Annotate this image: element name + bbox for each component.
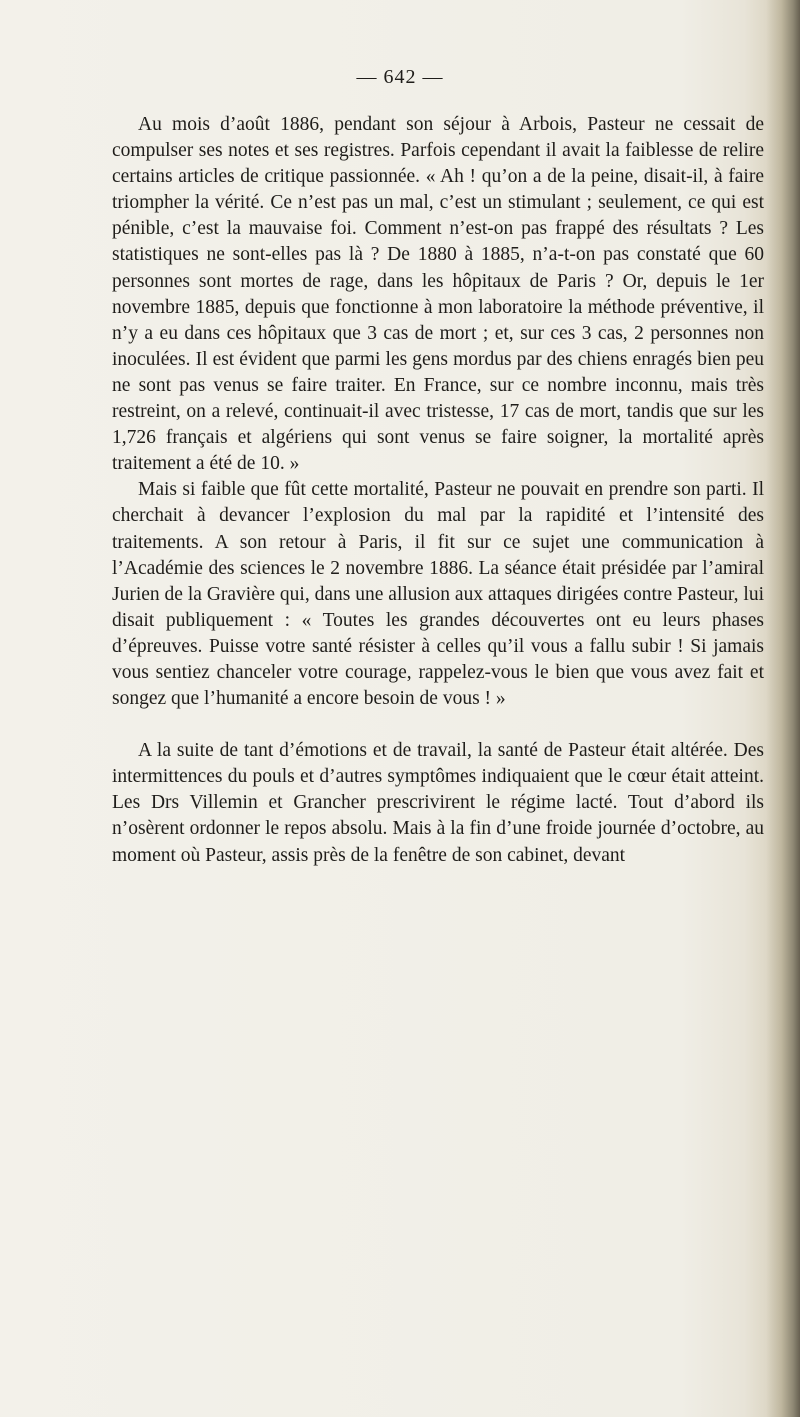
page-number: — 642 — (356, 66, 444, 88)
paragraph-3: A la suite de tant d’émotions et de travail, la santé de Pasteur était altérée. Des intermittences du pouls et d’autres symptômes indiquaient que le cœur était atteint. Les Drs Villemin et Grancher prescrivirent le régime lacté. Tout d’abord ils n’osèrent ordonner le repos absolu. Mais à la fin d’une froide journée d’octobre, au moment où Pasteur, assis près de la fenêtre de son cabinet, devant (112, 740, 764, 866)
paragraph-2: Mais si faible que fût cette mortalité, Pasteur ne pouvait en prendre son parti. Il cherchait à devancer l’explosion du mal par la rapidité et l’intensité des traitements. A son retour à Paris, il fit sur ce sujet une communication à l’Académie des sciences le 2 novembre 1886. La séance était présidée par l’amiral Jurien de la Gravière qui, dans une allusion aux attaques dirigées contre Pasteur, lui disait publiquement : « Toutes les grandes découvertes ont eu leurs phases d’épreuves. Puisse votre santé résister à celles qu’il vous a fallu subir ! Si jamais vous sentiez chanceler votre courage, rappelez-vous le bien que vous avez fait et songez que l’humanité a encore besoin de vous ! » (112, 479, 764, 710)
paragraph-1: Au mois d’août 1886, pendant son séjour à Arbois, Pasteur ne cessait de compulser ses notes et ses registres. Parfois cependant il avait la faiblesse de relire certains articles de critique passionnée. « Ah ! qu’on a de la peine, disait-il, à faire triompher la vérité. Ce n’est pas un mal, c’est un stimulant ; seulement, ce qui est pénible, c’est la mauvaise foi. Comment n’est-on pas frappé des résultats ? Les statistiques ne sont-elles pas là ? De 1880 à 1885, n’a-t-on pas constaté que 60 personnes sont mortes de rage, dans les hôpitaux de Paris ? Or, depuis le 1er novembre 1885, depuis que fonctionne à mon laboratoire la méthode préventive, il n’y a eu dans ces hôpitaux que 3 cas de mort ; et, sur ces 3 cas, 2 personnes non inoculées. Il est évident que parmi les gens mordus par des chiens enragés bien peu ne sont pas venus se faire traiter. En France, sur ce nombre inconnu, mais très restreint, on a relevé, continuait-il avec tristesse, 17 cas de mort, tandis que sur les 1,726 français et algériens qui sont venus se faire soigner, la mortalité après traitement a été de 10. » (112, 114, 764, 475)
page-edge-shadow (766, 0, 800, 1417)
body-text (112, 112, 764, 869)
